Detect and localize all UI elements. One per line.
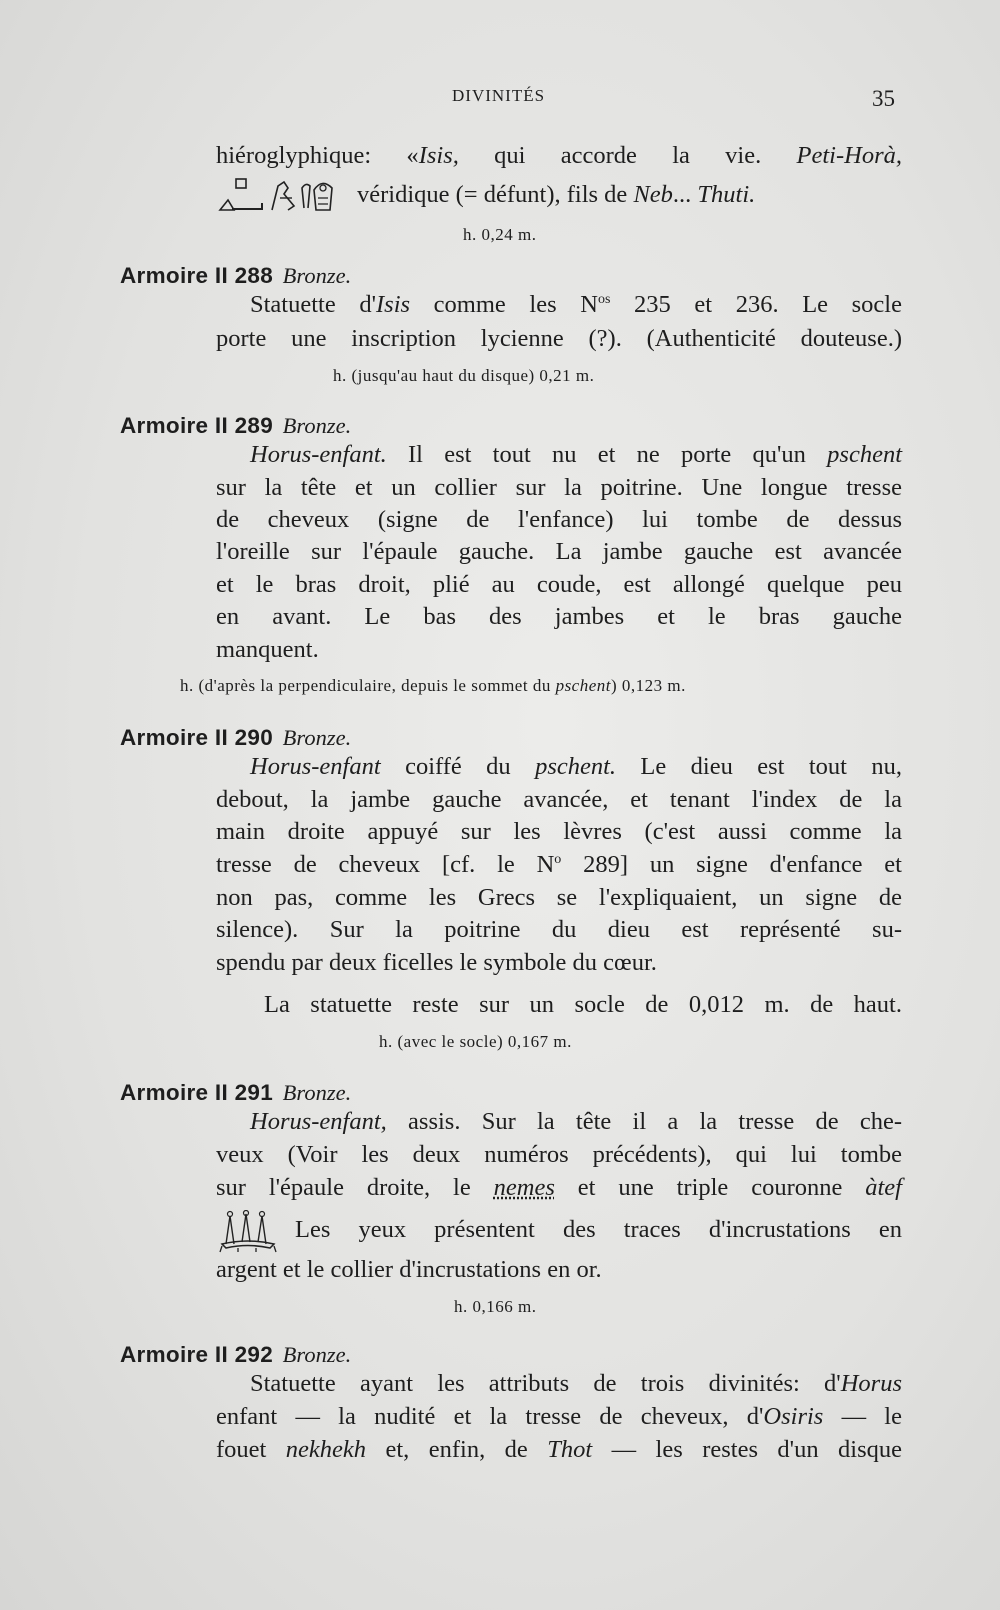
entry-heading: Armoire II 288 Bronze. — [120, 263, 352, 288]
text-line: Statuette d'Isis comme les $N^{os}$ 235 et 236. Le socle — [250, 291, 902, 318]
text-line: et le bras droit, plié au coude, est allongé quelque peu — [216, 571, 902, 598]
entry-heading: Armoire II 292 Bronze. — [120, 1342, 352, 1367]
text-line: main droite appuyé sur les lèvres (c'est aussi comme la — [216, 818, 902, 845]
height-measurement: h. 0,166 m. — [454, 1297, 537, 1316]
text-line: manquent. — [216, 636, 319, 663]
text-line: Horus-enfant coiffé du pschent. Le dieu est tout nu, — [250, 753, 902, 780]
text-line: Horus-enfant. Il est tout nu et ne porte qu'un pschent — [250, 441, 902, 468]
text-line: Statuette ayant les attributs de trois divinités: d'Horus — [250, 1370, 902, 1397]
text-line: en avant. Le bas des jambes et le bras gauche — [216, 603, 902, 630]
text-line: hiéroglyphique: «Isis, qui accorde la vie. Peti-Horà, — [216, 142, 902, 169]
height-measurement: h. (d'après la perpendiculaire, depuis le sommet du pschent) 0,123 m. — [180, 676, 686, 695]
text-line: tresse de cheveux [cf. le $N^o$ 289] un signe d'enfance et — [216, 851, 902, 878]
height-measurement: h. 0,24 m. — [463, 225, 537, 244]
text-line: sur l'épaule droite, le nemes et une triple couronne àtef — [216, 1174, 902, 1201]
text-line: sur la tête et un collier sur la poitrine. Une longue tresse — [216, 474, 902, 501]
running-header: DIVINITÉS — [452, 86, 546, 105]
text-line: spendu par deux ficelles le symbole du cœur. — [216, 949, 657, 976]
text-line: argent et le collier d'incrustations en or. — [216, 1256, 602, 1283]
text-line: La statuette reste sur un socle de 0,012 m. de haut. — [264, 991, 902, 1018]
text-line: l'oreille sur l'épaule gauche. La jambe gauche est avancée — [216, 538, 902, 565]
height-measurement: h. (jusqu'au haut du disque) 0,21 m. — [333, 366, 595, 385]
text-line: de cheveux (signe de l'enfance) lui tombe de dessus — [216, 506, 902, 533]
entry-heading: Armoire II 290 Bronze. — [120, 725, 352, 750]
text-line: Horus-enfant, assis. Sur la tête il a la tresse de che- — [250, 1108, 902, 1135]
text-line: enfant — la nudité et la tresse de cheveux, d'Osiris — le — [216, 1403, 902, 1430]
text-line: non pas, comme les Grecs se l'expliquaient, un signe de — [216, 884, 902, 911]
entry-heading: Armoire II 291 Bronze. — [120, 1080, 352, 1105]
text-line: silence). Sur la poitrine du dieu est représenté su- — [216, 916, 902, 943]
text-line: veux (Voir les deux numéros précédents), qui lui tombe — [216, 1141, 902, 1168]
height-measurement: h. (avec le socle) 0,167 m. — [379, 1032, 572, 1051]
text-line: Les yeux présentent des traces d'incrustations en — [295, 1216, 902, 1243]
entry-heading: Armoire II 289 Bronze. — [120, 413, 352, 438]
text-line: véridique (= défunt), fils de Neb... Thuti. — [357, 181, 756, 208]
text-line: debout, la jambe gauche avancée, et tenant l'index de la — [216, 786, 902, 813]
hieroglyph-group-icon — [218, 176, 348, 216]
text-line: porte une inscription lycienne (?). (Authenticité douteuse.) — [216, 325, 902, 352]
text-line: fouet nekhekh et, enfin, de Thot — les restes d'un disque — [216, 1436, 902, 1463]
atef-crown-icon — [218, 1210, 278, 1254]
page-number: 35 — [872, 86, 895, 111]
